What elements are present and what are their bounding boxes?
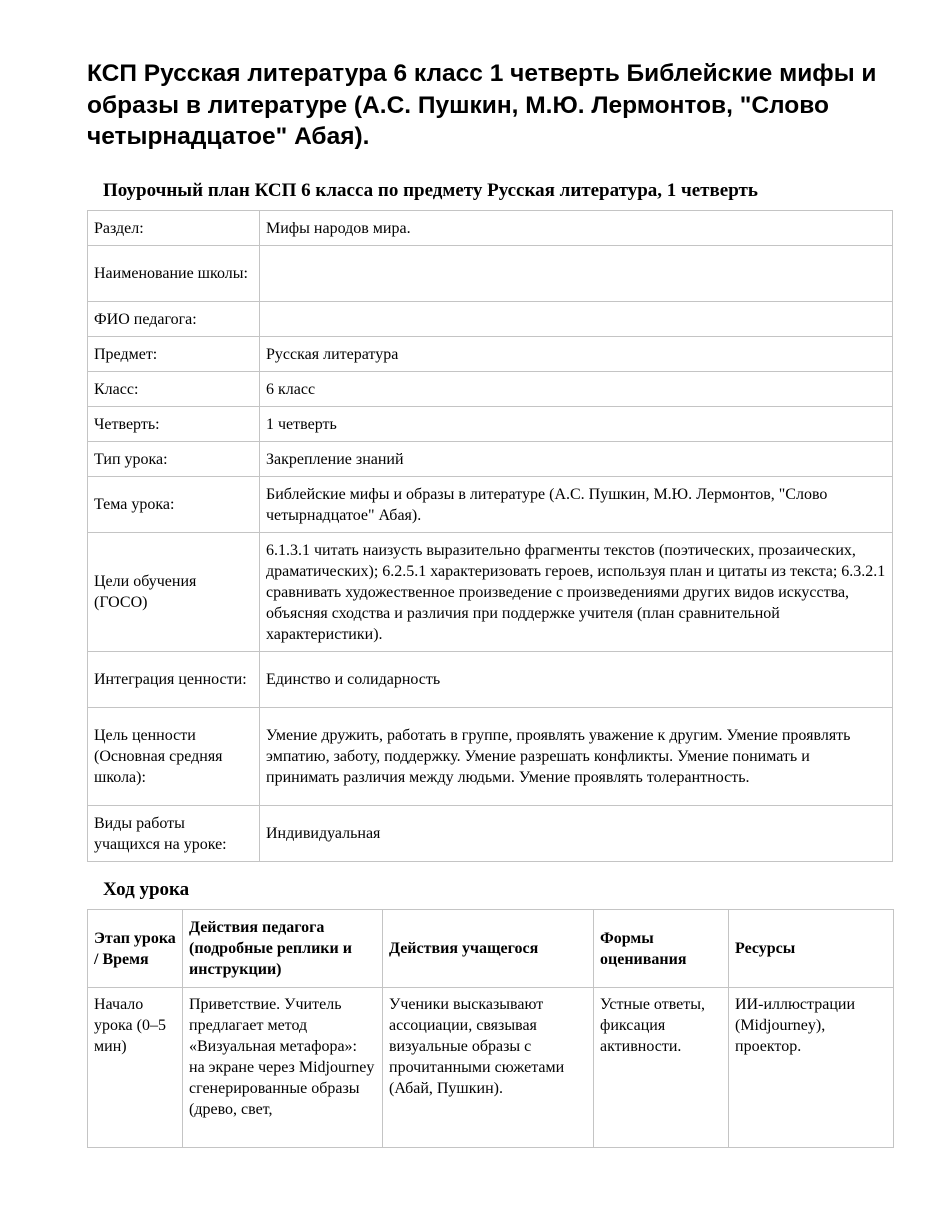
info-value: Мифы народов мира. bbox=[260, 211, 893, 246]
info-row-topic bbox=[88, 477, 893, 533]
info-row-subject bbox=[88, 337, 893, 372]
info-label: Наименование школы: bbox=[88, 246, 260, 302]
info-row-teacher bbox=[88, 302, 893, 337]
info-row-grade bbox=[88, 372, 893, 407]
student-actions-cell: Ученики высказывают ассоциации, связывая визуальные образы с прочитанными сюжетами (Абай, Пушкин). bbox=[383, 988, 594, 1148]
info-label: ФИО педагога: bbox=[88, 302, 260, 337]
info-label: Тип урока: bbox=[88, 442, 260, 477]
info-value: Единство и солидарность bbox=[260, 652, 893, 708]
info-row-school bbox=[88, 246, 893, 302]
info-value bbox=[260, 302, 893, 337]
info-row-learning-goals bbox=[88, 533, 893, 652]
info-label: Класс: bbox=[88, 372, 260, 407]
info-row-lesson-type bbox=[88, 442, 893, 477]
plan-heading: Поурочный план КСП 6 класса по предмету Русская литература, 1 четверть bbox=[103, 180, 758, 201]
page-title: КСП Русская литература 6 класс 1 четверть Библейские мифы и образы в литературе (А.С. Пушкин, М.Ю. Лермонтов, "Слово четырнадцатое" Абая). bbox=[87, 60, 877, 150]
teacher-actions-cell: Приветствие. Учитель предлагает метод «Визуальная метафора»: на экране через Midjourney сгенерированные образы (древо, свет, bbox=[183, 988, 383, 1148]
table-row bbox=[88, 988, 894, 1148]
column-header-assessment: Формы оценивания bbox=[594, 910, 729, 988]
info-row-section bbox=[88, 211, 893, 246]
info-value: 6 класс bbox=[260, 372, 893, 407]
info-row-value-goal bbox=[88, 708, 893, 806]
stage-cell: Начало урока (0–5 мин) bbox=[88, 988, 183, 1148]
resources-cell: ИИ-иллюстрации (Midjourney), проектор. bbox=[729, 988, 894, 1148]
lesson-info-table bbox=[87, 210, 893, 862]
column-header-resources: Ресурсы bbox=[729, 910, 894, 988]
lesson-table-header-row bbox=[88, 910, 894, 988]
info-row-work-types bbox=[88, 806, 893, 862]
column-header-teacher-actions: Действия педагога (подробные реплики и инструкции) bbox=[183, 910, 383, 988]
info-value: Русская литература bbox=[260, 337, 893, 372]
assessment-cell: Устные ответы, фиксация активности. bbox=[594, 988, 729, 1148]
info-value: 1 четверть bbox=[260, 407, 893, 442]
info-row-quarter bbox=[88, 407, 893, 442]
info-label: Виды работы учащихся на уроке: bbox=[88, 806, 260, 862]
info-label: Цели обучения (ГОСО) bbox=[88, 533, 260, 652]
info-label: Раздел: bbox=[88, 211, 260, 246]
info-value: Умение дружить, работать в группе, проявлять уважение к другим. Умение проявлять эмпатию, заботу, поддержку. Умение разрешать конфликты. Умение понимать и принимать различия между людьми. Умение проявлять толерантность. bbox=[260, 708, 893, 806]
info-value bbox=[260, 246, 893, 302]
info-label: Четверть: bbox=[88, 407, 260, 442]
column-header-student-actions: Действия учащегося bbox=[383, 910, 594, 988]
info-label: Интеграция ценности: bbox=[88, 652, 260, 708]
info-label: Предмет: bbox=[88, 337, 260, 372]
info-value: Закрепление знаний bbox=[260, 442, 893, 477]
info-label: Цель ценности (Основная средняя школа): bbox=[88, 708, 260, 806]
lesson-progress-heading: Ход урока bbox=[103, 879, 190, 900]
info-value: Индивидуальная bbox=[260, 806, 893, 862]
info-row-value-integration bbox=[88, 652, 893, 708]
info-value: Библейские мифы и образы в литературе (А.С. Пушкин, М.Ю. Лермонтов, "Слово четырнадцатое" Абая). bbox=[260, 477, 893, 533]
info-value: 6.1.3.1 читать наизусть выразительно фрагменты текстов (поэтических, прозаических, драматических); 6.2.5.1 характеризовать героев, используя план и цитаты из текста; 6.3.2.1 сравнивать художественное произведение с произведениями других видов искусства, объясняя сходства и различия при поддержке учителя (план сравнительной характеристики). bbox=[260, 533, 893, 652]
lesson-progress-table bbox=[87, 909, 894, 1148]
info-label: Тема урока: bbox=[88, 477, 260, 533]
column-header-stage: Этап урока / Время bbox=[88, 910, 183, 988]
